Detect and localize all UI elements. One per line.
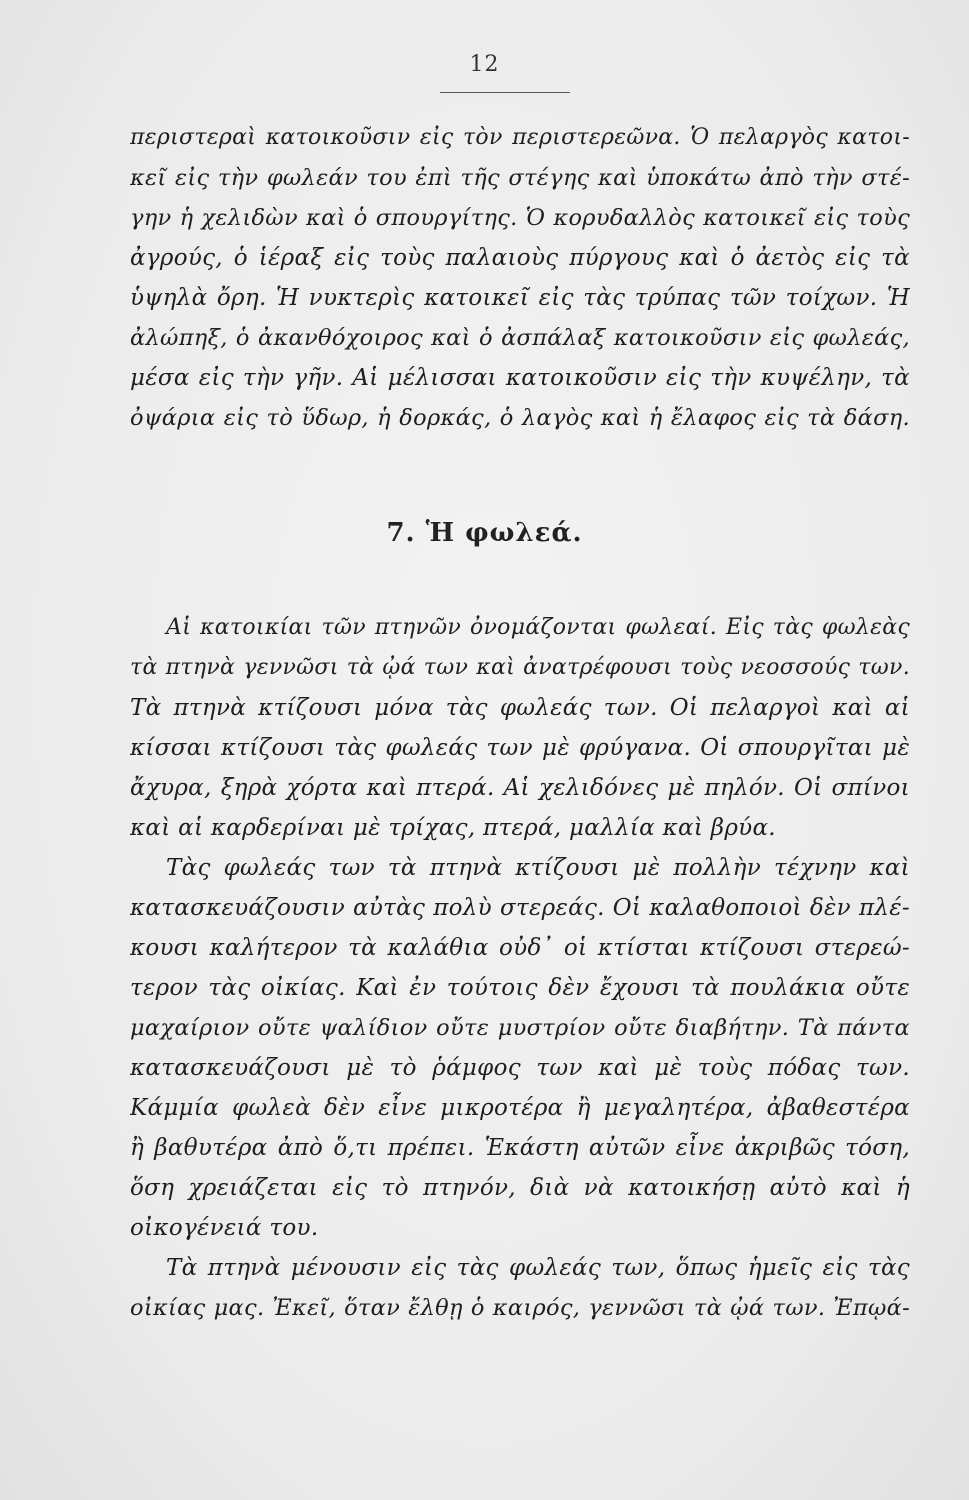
text-line: κατασκευάζουσιν αὐτὰς πολὺ στερεάς. Οἱ καλαθοποιοὶ δὲν πλέ-	[130, 895, 910, 921]
text-line: ὅση χρειάζεται εἰς τὸ πτηνόν, διὰ νὰ κατοικήσῃ αὐτὸ καὶ ἡ	[130, 1175, 910, 1201]
text-line: ἀγρούς, ὁ ἱέραξ εἰς τοὺς παλαιοὺς πύργους καὶ ὁ ἀετὸς εἰς τὰ	[130, 245, 910, 271]
text-line: ὀψάρια εἰς τὸ ὕδωρ, ἡ δορκάς, ὁ λαγὸς καὶ ἡ ἔλαφος εἰς τὰ δάση.	[130, 405, 910, 431]
text-line: Τὰς φωλεάς των τὰ πτηνὰ κτίζουσι μὲ πολλὴν τέχνην καὶ	[166, 855, 910, 881]
text-line: καὶ αἱ καρδερίναι μὲ τρίχας, πτερά, μαλλία καὶ βρύα.	[130, 815, 776, 841]
text-line: μέσα εἰς τὴν γῆν. Αἱ μέλισσαι κατοικοῦσιν εἰς τὴν κυψέλην, τὰ	[130, 365, 910, 391]
text-line: ἢ βαθυτέρα ἀπὸ ὅ,τι πρέπει. Ἑκάστη αὐτῶν εἶνε ἀκριβῶς τόση,	[130, 1135, 910, 1161]
text-line: μαχαίριον οὔτε ψαλίδιον οὔτε μυστρίον οὔτε διαβήτην. Τὰ πάντα	[130, 1015, 910, 1041]
text-line: ἄχυρα, ξηρὰ χόρτα καὶ πτερά. Αἱ χελιδόνες μὲ πηλόν. Οἱ σπίνοι	[130, 775, 910, 801]
section-heading: 7. Ἡ φωλεά.	[386, 518, 583, 548]
text-line: περιστεραὶ κατοικοῦσιν εἰς τὸν περιστερεῶνα. Ὁ πελαργὸς κατοι-	[130, 125, 910, 150]
paragraph-2	[130, 608, 910, 848]
text-line: ὑψηλὰ ὄρη. Ἡ νυκτερὶς κατοικεῖ εἰς τὰς τρύπας τῶν τοίχων. Ἡ	[130, 285, 910, 311]
text-line: Κάμμία φωλεὰ δὲν εἶνε μικροτέρα ἢ μεγαλητέρα, ἀβαθεστέρα	[130, 1095, 910, 1121]
text-line: κουσι καλήτερον τὰ καλάθια οὐδ᾽ οἱ κτίσται κτίζουσι στερεώ-	[130, 935, 910, 961]
text-line: γην ἡ χελιδὼν καὶ ὁ σπουργίτης. Ὁ κορυδαλλὸς κατοικεῖ εἰς τοὺς	[130, 205, 910, 231]
text-line: τερον τὰς οἰκίας. Καὶ ἐν τούτοις δὲν ἔχουσι τὰ πουλάκια οὔτε	[130, 975, 910, 1001]
text-line: κεῖ εἰς τὴν φωλεάν του ἐπὶ τῆς στέγης καὶ ὑποκάτω ἀπὸ τὴν στέ-	[130, 165, 910, 191]
text-line: τὰ πτηνὰ γεννῶσι τὰ ᾠά των καὶ ἀνατρέφουσι τοὺς νεοσσούς των.	[130, 655, 910, 680]
text-line: οἰκογένειά του.	[130, 1215, 319, 1241]
text-line: οἰκίας μας. Ἐκεῖ, ὅταν ἔλθῃ ὁ καιρός, γεννῶσι τὰ ᾠά των. Ἐπῳά-	[130, 1295, 910, 1321]
text-line: ἀλώπηξ, ὁ ἀκανθόχοιρος καὶ ὁ ἀσπάλαξ κατοικοῦσιν εἰς φωλεάς,	[130, 325, 910, 351]
text-line: Τὰ πτηνὰ μένουσιν εἰς τὰς φωλεάς των, ὅπως ἡμεῖς εἰς τὰς	[166, 1255, 910, 1281]
paragraph-4	[130, 1248, 910, 1328]
text-line: κατασκευάζουσι μὲ τὸ ῥάμφος των καὶ μὲ τοὺς πόδας των.	[130, 1055, 910, 1081]
page-number-rule	[440, 92, 570, 93]
page-number: 12	[469, 52, 500, 77]
paragraph-1	[130, 118, 910, 438]
body-text	[130, 608, 910, 1328]
text-line: Αἱ κατοικίαι τῶν πτηνῶν ὀνομάζονται φωλεαί. Εἰς τὰς φωλεὰς	[166, 615, 910, 640]
paragraph-3	[130, 848, 910, 1248]
text-line: Τὰ πτηνὰ κτίζουσι μόνα τὰς φωλεάς των. Οἱ πελαργοὶ καὶ αἱ	[130, 695, 910, 721]
text-line: κίσσαι κτίζουσι τὰς φωλεάς των μὲ φρύγανα. Οἱ σπουργῖται μὲ	[130, 735, 910, 761]
